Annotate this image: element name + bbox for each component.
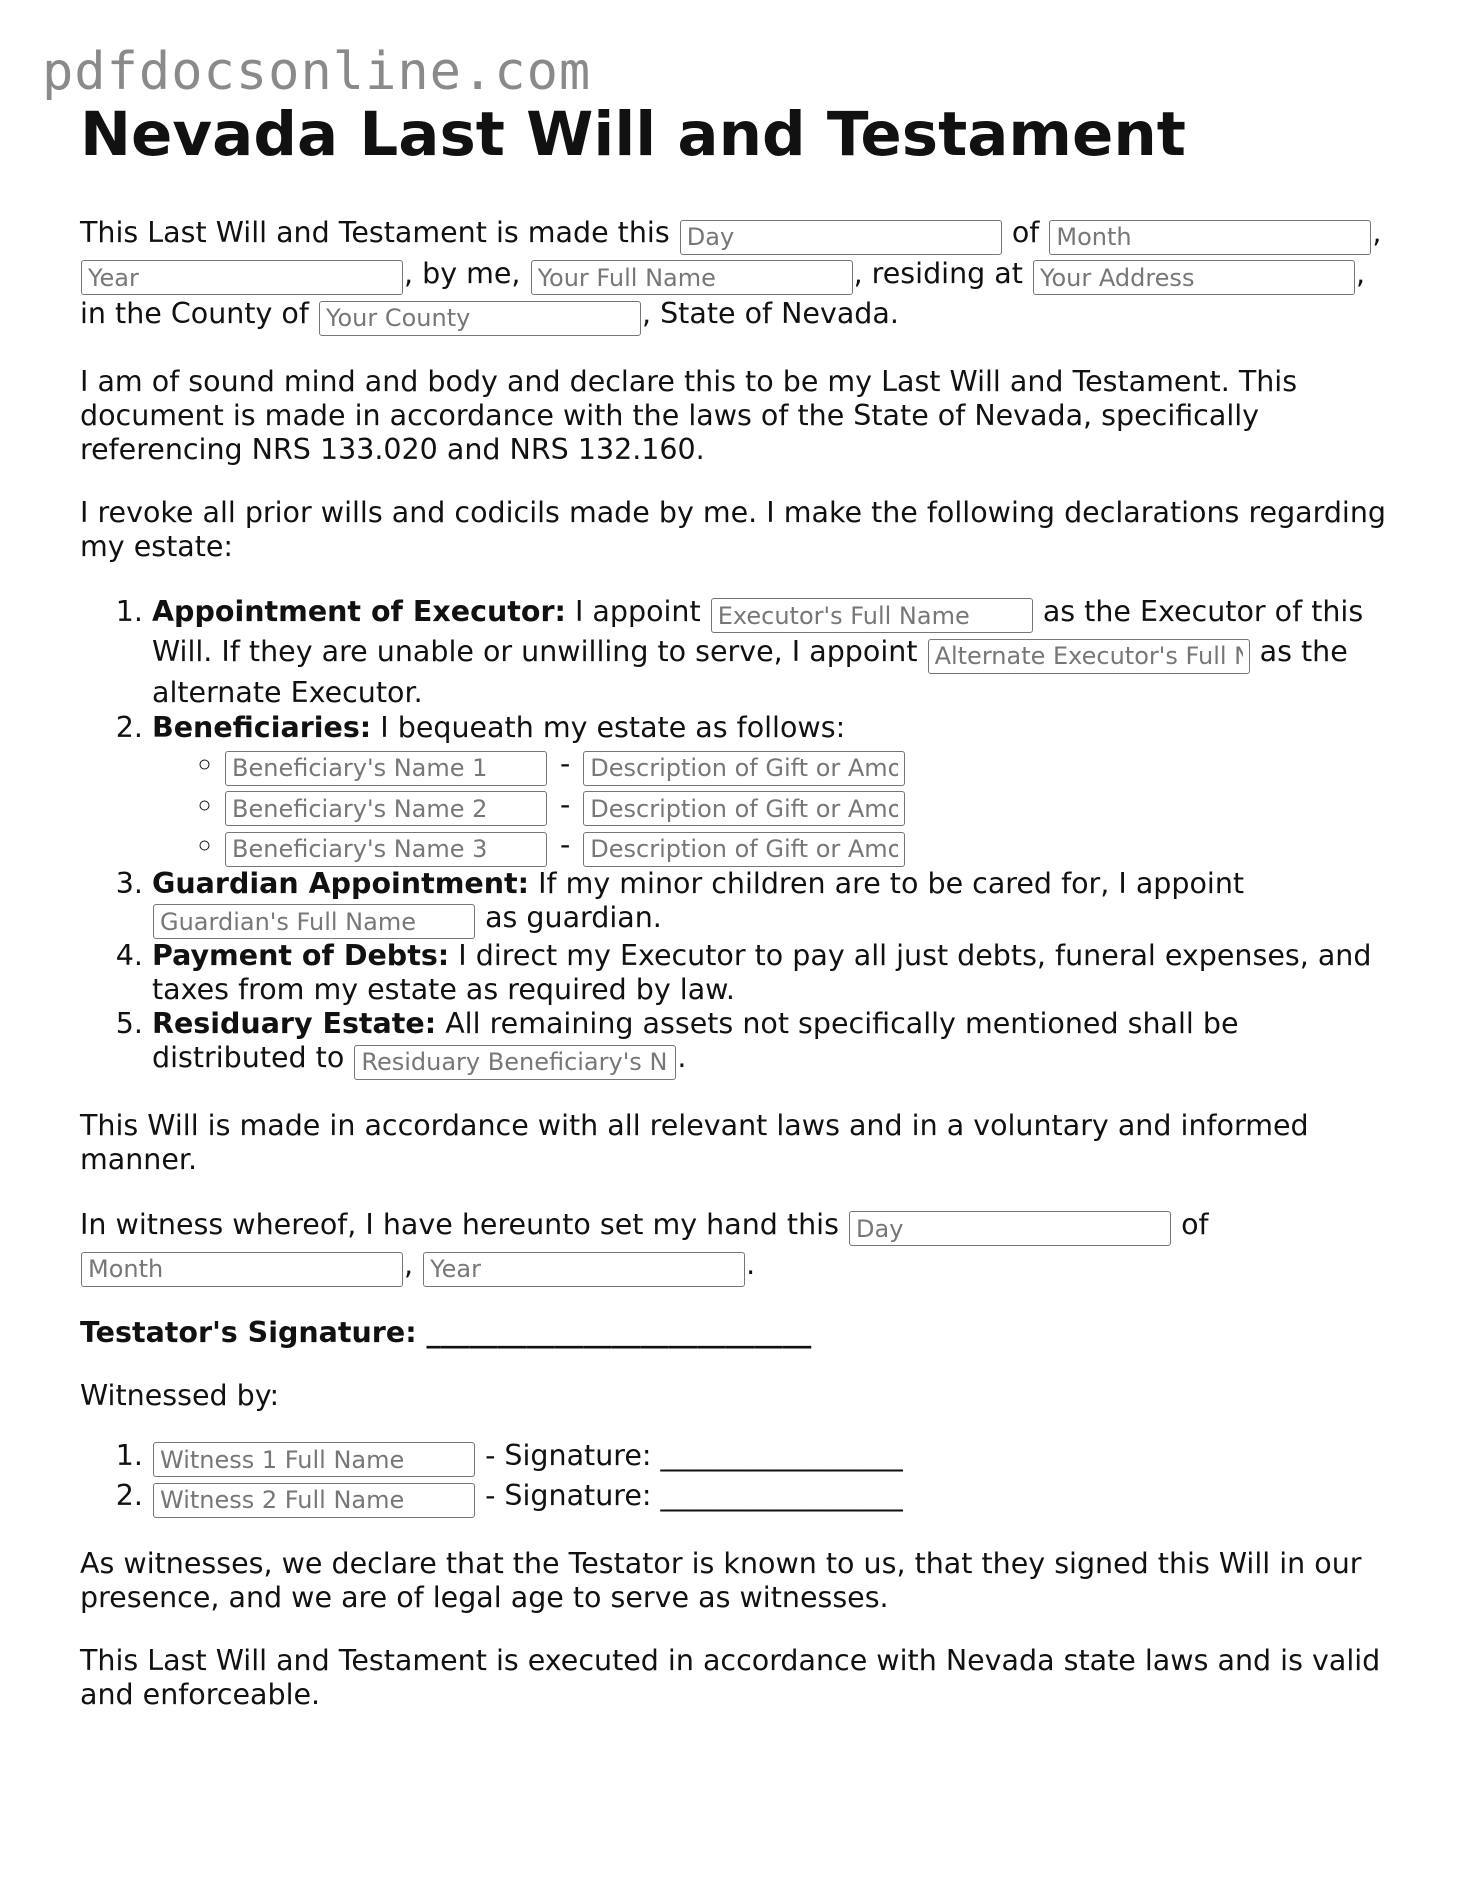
debts-text: I direct my Executor to pay all just debts, funeral expenses, and taxes from my estate as required by law. (152, 939, 1372, 1007)
list-item-executor (152, 593, 1400, 712)
list-item-residuary (152, 1007, 1400, 1080)
guardian-text-2: as guardian. (485, 900, 662, 934)
beneficiary-name-field-2[interactable] (225, 791, 547, 826)
witness-row (152, 1437, 1400, 1478)
witness-clause (80, 1206, 1400, 1287)
sign-year-field[interactable] (423, 1252, 745, 1287)
executor-text-1: I appoint (574, 594, 701, 628)
residuary-heading: Residuary Estate: (152, 1007, 437, 1041)
witness-clause-text-1: In witness whereof, I have hereunto set my hand this (80, 1207, 839, 1241)
watermark: pdfdocsonline.com (42, 42, 592, 102)
gift-description-field-1[interactable] (583, 751, 905, 786)
witness-2-name-field[interactable] (153, 1483, 475, 1518)
beneficiary-name-field-3[interactable] (225, 832, 547, 867)
intro-text-4: , by me, (404, 256, 521, 290)
witness-list (80, 1437, 1400, 1518)
beneficiaries-list (152, 745, 1400, 867)
guardian-text-1: If my minor children are to be cared for, I appoint (538, 866, 1245, 900)
dash: - (560, 828, 571, 862)
sound-mind-paragraph: I am of sound mind and body and declare this to be my Last Will and Testament. This document is made in accordance with the laws of the State of Nevada, specifically referencing NRS 133.020 and NRS 132.160. (80, 364, 1298, 466)
intro-text-3: , (1372, 216, 1382, 250)
residuary-beneficiary-field[interactable] (354, 1045, 676, 1080)
residuary-text-2: . (677, 1041, 687, 1075)
witness-clause-text-4: . (746, 1248, 756, 1282)
witness-clause-text-2: of (1181, 1207, 1209, 1241)
county-field[interactable] (319, 301, 641, 336)
debts-heading: Payment of Debts: (152, 939, 450, 973)
year-field[interactable] (81, 260, 403, 295)
guardian-heading: Guardian Appointment: (152, 866, 530, 900)
day-field[interactable] (680, 220, 1002, 255)
beneficiary-row (224, 786, 1400, 827)
beneficiary-name-field-1[interactable] (225, 751, 547, 786)
list-item-beneficiaries (152, 711, 1400, 867)
witness-1-signature-line: - Signature: _________________ (485, 1438, 903, 1472)
dash: - (560, 787, 571, 821)
declarations-list (80, 593, 1400, 1080)
gift-description-field-2[interactable] (583, 791, 905, 826)
witnessed-by-label: Witnessed by: (80, 1378, 280, 1412)
intro-text-5: , residing at (853, 256, 1023, 290)
beneficiary-row (224, 745, 1400, 786)
residuary-text-1: All remaining assets not specifically mentioned shall be distributed to (152, 1007, 1239, 1075)
beneficiary-row (224, 826, 1400, 867)
intro-text-6: , (1356, 256, 1366, 290)
voluntary-paragraph: This Will is made in accordance with all relevant laws and in a voluntary and informed manner. (80, 1108, 1309, 1176)
witness-2-signature-line: - Signature: _________________ (485, 1479, 903, 1513)
full-name-field[interactable] (531, 260, 853, 295)
document-title: Nevada Last Will and Testament (80, 99, 1186, 170)
document-page (80, 100, 1400, 1712)
executed-paragraph: This Last Will and Testament is executed in accordance with Nevada state laws and is valid and enforceable. (80, 1643, 1381, 1711)
intro-text-1: This Last Will and Testament is made this (80, 216, 670, 250)
executor-name-field[interactable] (711, 598, 1033, 633)
witness-row (152, 1477, 1400, 1518)
executor-heading: Appointment of Executor: (152, 594, 566, 628)
witness-clause-text-3: , (404, 1248, 414, 1282)
witness-1-name-field[interactable] (153, 1442, 475, 1477)
alternate-executor-field[interactable] (928, 639, 1250, 674)
list-item-debts (152, 939, 1400, 1007)
dash: - (560, 747, 571, 781)
witness-declaration-paragraph: As witnesses, we declare that the Testator is known to us, that they signed this Will in our presence, and we are of legal age to serve as witnesses. (80, 1546, 1362, 1614)
address-field[interactable] (1033, 260, 1355, 295)
list-item-guardian (152, 867, 1400, 940)
intro-text-2: of (1011, 216, 1040, 250)
executor-text-3: as the alternate Executor. (152, 635, 1348, 709)
beneficiaries-text: I bequeath my estate as follows: (380, 711, 846, 745)
revoke-paragraph: I revoke all prior wills and codicils made by me. I make the following declarations regarding my estate: (80, 495, 1387, 563)
intro-paragraph (80, 214, 1400, 336)
beneficiaries-heading: Beneficiaries: (152, 711, 372, 745)
intro-text-7: in the County of (80, 297, 309, 331)
sign-month-field[interactable] (81, 1252, 403, 1287)
executor-text-2: as the Executor of this Will. If they are unable or unwilling to serve, I appoint (152, 594, 1364, 669)
guardian-name-field[interactable] (153, 904, 475, 939)
sign-day-field[interactable] (849, 1211, 1171, 1246)
gift-description-field-3[interactable] (583, 832, 905, 867)
month-field[interactable] (1049, 220, 1371, 255)
intro-text-8: , State of Nevada. (641, 297, 899, 331)
testator-signature-line: Testator's Signature: ___________________________ (80, 1315, 812, 1349)
